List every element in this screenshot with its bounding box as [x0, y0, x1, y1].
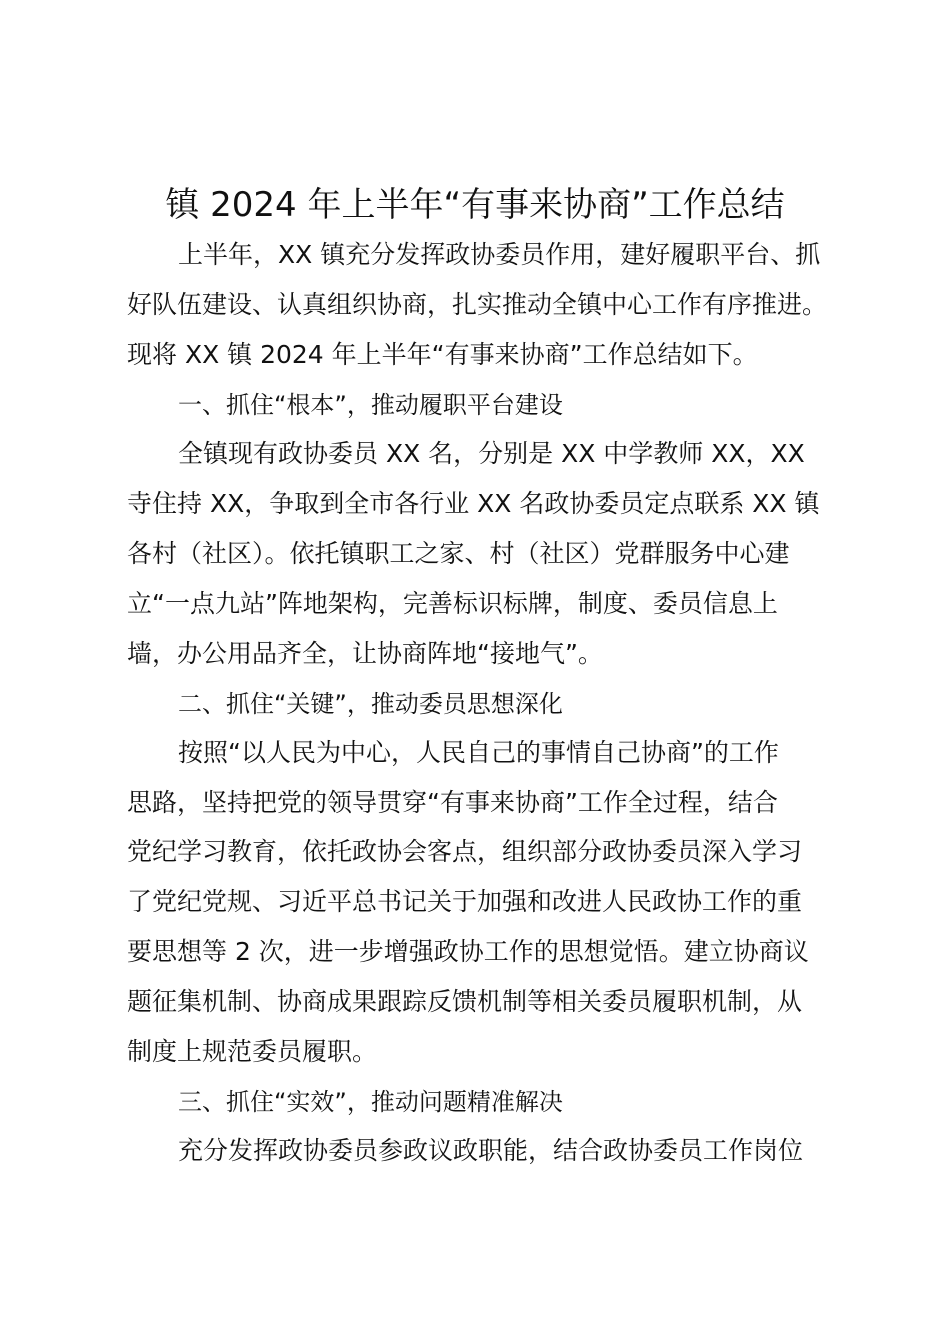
section-3-line-1: 充分发挥政协委员参政议政职能，结合政协委员工作岗位 — [178, 1136, 804, 1165]
section-heading-3: 三、抓住“实效”，推动问题精准解决 — [178, 1088, 563, 1116]
section-1-line-1: 全镇现有政协委员 XX 名，分别是 XX 中学教师 XX，XX — [178, 439, 805, 468]
section-2-line-1: 按照“以人民为中心，人民自己的事情自己协商”的工作 — [178, 738, 779, 767]
section-heading-2: 二、抓住“关键”，推动委员思想深化 — [178, 690, 563, 718]
section-1-line-4: 立“一点九站”阵地架构，完善标识标牌，制度、委员信息上 — [127, 589, 778, 618]
section-2-line-3: 党纪学习教育，依托政协会客点，组织部分政协委员深入学习 — [127, 837, 803, 866]
section-heading-1: 一、抓住“根本”，推动履职平台建设 — [178, 391, 563, 419]
section-1-line-2: 寺住持 XX，争取到全市各行业 XX 名政协委员定点联系 XX 镇 — [127, 489, 820, 518]
section-2-line-2: 思路，坚持把党的领导贯穿“有事来协商”工作全过程，结合 — [127, 788, 778, 817]
intro-line-2: 好队伍建设、认真组织协商，扎实推动全镇中心工作有序推进。 — [127, 290, 828, 319]
section-2-line-4: 了党纪党规、习近平总书记关于加强和改进人民政协工作的重 — [127, 887, 803, 916]
intro-line-1: 上半年，XX 镇充分发挥政协委员作用，建好履职平台、抓 — [178, 240, 821, 269]
section-1-line-5: 墙，办公用品齐全，让协商阵地“接地气”。 — [127, 639, 603, 668]
intro-line-3: 现将 XX 镇 2024 年上半年“有事来协商”工作总结如下。 — [127, 340, 758, 369]
section-1-line-3: 各村（社区）。依托镇职工之家、村（社区）党群服务中心建 — [127, 539, 790, 568]
section-2-line-6: 题征集机制、协商成果跟踪反馈机制等相关委员履职机制，从 — [127, 987, 803, 1016]
document-title: 镇 2024 年上半年“有事来协商”工作总结 — [165, 185, 785, 225]
section-2-line-5: 要思想等 2 次，进一步增强政协工作的思想觉悟。建立协商议 — [127, 937, 809, 966]
section-2-line-7: 制度上规范委员履职。 — [127, 1037, 378, 1066]
